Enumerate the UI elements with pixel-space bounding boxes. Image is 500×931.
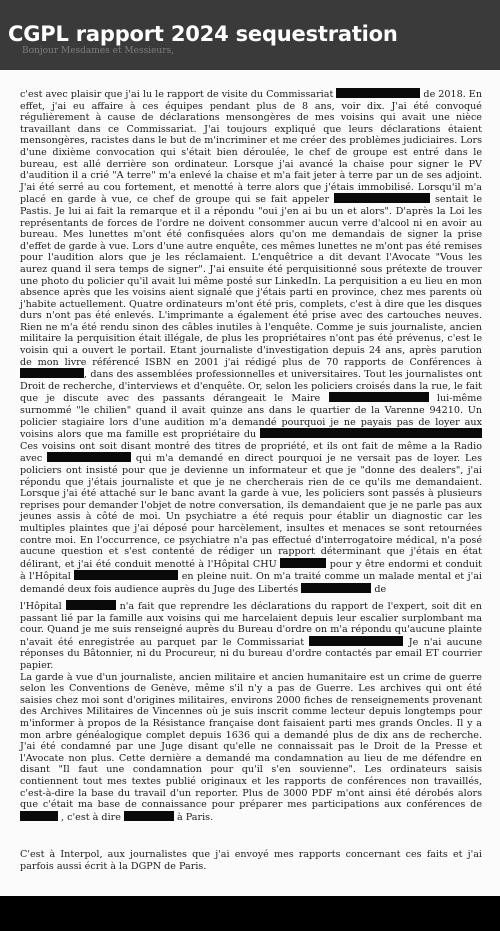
- redaction-box: [260, 428, 482, 438]
- redaction-box: [124, 811, 174, 821]
- text-run: Je n'ai aucune réponses du Bâtonnier, ni du Procureur, ni du bureau d'ordre contactés par email ET courrier papier. La garde à vue d'un journaliste, ancien militaire et ancien humanitaire est un crime de guerre selon les Conventions de Genève, même s'il n'y a pas de Guerre. Les archives qui ont été saisies chez moi sont d'origines militaires, environs 2000 fiches de renseignements provenant des Archives Militaires de Vincennes où je suis inscrit comme lecteur depuis longtemps pour m'informer à propos de la Résistance française dont faisaient parti mes grands Oncles. Il y a mon arbre généalogique complet depuis 1636 qui a demandé plus de dix ans de recherche. J'ai été condamné par une Juge disant qu'elle ne connaissait pas le Droit de la Presse et l'Avocate non plus. Cette dernière a demandé ma condamnation au lieu de me défendre en disant "Il faut une condamnation pour qu'il s'en souvienne". Les ordinateurs saisis contiennent tout mes textes publié originaux et les rapports de conférences non travaillés, c'est-à-dire la base du travail d'un reporter. Plus de 3000 PDF m'ont ainsi été dérobés alors que c'était ma base de connaissance pour préparer mes participations aux conférences de: [20, 636, 482, 811]
- redaction-box: [47, 452, 131, 462]
- redaction-box: [336, 88, 420, 98]
- paragraph-1: [20, 88, 486, 596]
- redaction-box: [66, 600, 116, 610]
- redaction-box: [74, 570, 178, 580]
- text-run: l'Hôpital: [20, 601, 66, 612]
- paragraph-3: C'est à Interpol, aux journalistes que j'ai envoyé mes rapports concernant ces faits et j'ai parfois aussi écrit à la DGPN de Paris.: [20, 849, 486, 872]
- redaction-box: [301, 583, 371, 593]
- bottom-bar: [0, 896, 500, 931]
- text-run: de: [371, 583, 387, 595]
- text-run: , c'est à dire: [58, 811, 124, 823]
- redaction-box: [329, 392, 429, 402]
- letter-salutation: Bonjour Mesdames et Messieurs,: [22, 46, 174, 56]
- post-header: [0, 0, 500, 70]
- text-run: lui-même surnommé "le chilien" quand il avait quinze ans dans le quartier de la Varenne 94210. Un policier stagiaire lors d'une audition m'a demandé pourquoi je ne payais pas de loyer aux voisins alors que ma famille est propriétaire du: [20, 393, 486, 441]
- text-run: c'est avec plaisir que j'ai lu le rapport de visite du Commissariat: [20, 89, 337, 100]
- text-run: de 2018. En effet, j'ai eu affaire à ces équipes pendant plus de 8 ans, voir dix. J'ai été convoqué régulièrement à cause de déclarations mensongères de mes voisins qui avait une nièce travaillant dans ce Commissariat. J'ai toujours expliqué que leurs déclarations étaient mensongères, racistes dans le but de m'incriminer et me créer des problèmes judiciaires. Lors d'une dixième convocation qui s'était bien déroulée, le chef de groupe est entré dans le bureau, est allé derrière son ordinateur. Lorsque j'ai avancé la chaise pour signer le PV d'audition il a crié "A terre" m'a enlevé la chaise et m'a fait jeter à terre par un de ses adjoint. J'ai été serré au cou fortement, et menotté à terre alors que j'étais immobilisé. Lorsqu'il m'a placé en garde à vue, ce chef de groupe qui se fait appeler: [20, 89, 486, 206]
- text-run: n'a fait que reprendre les déclarations du rapport de l'expert, soit dit en passant lié par la famille aux voisins qui me harcelaient depuis leur escalier surplombant ma cour. Quand je me suis renseigné auprès du Bureau d'ordre on m'a répondu qu'aucune plainte n'avait été enregistrée au parquet par le Commissariat: [20, 601, 486, 648]
- redaction-box: [280, 558, 326, 568]
- text-run: pour y être endormi et conduit à l'Hôpital: [20, 558, 486, 583]
- document-page: [0, 70, 500, 896]
- post-title: CGPL rapport 2024 sequestration: [8, 22, 398, 46]
- text-run: qui m'a demandé en direct pourquoi je ne versait pas de loyer. Les policiers ont insisté pour que je devienne un informateur et que je "donne des dealers", j'ai répondu que j'étais journaliste et que je ne chercherais rien de ce qu'ils me demandaient. Lorsque j'ai été attaché sur le banc avant la garde à vue, les policiers sont passés à plusieurs reprises pour demander l'objet de notre conversation, ils demandaient que je ne parle pas aux jeunes assis à côté de moi. Un psychiatre a été requis pour établir un diagnostic car les multiples plaintes que j'ai déposé pour harcèlement, insultes et menaces se sont retournées contre moi. En l'occurrence, ce psychiatre n'a pas effectué d'interrogatoire médical, n'a posé aucune question et s'est contenté de rédiger un rapport déterminant que j'étais en état délirant, et j'ai été conduit menotté à l'Hôpital CHU: [20, 453, 486, 570]
- redaction-box: [334, 193, 430, 203]
- text-run: à Paris.: [173, 811, 214, 823]
- paragraph-2: [20, 600, 486, 823]
- redaction-box: [309, 636, 403, 646]
- text-run: en pleine nuit. On m'a traité comme un malade mental et j'ai demandé deux fois audience auprès du Juge des Libertés: [20, 571, 486, 595]
- redaction-box: [20, 368, 84, 378]
- text-run: Ces voisins ont soit disant montré des titres de propriété, et ils ont fait de même a la Radio avec: [20, 429, 486, 465]
- redaction-box: [20, 811, 58, 821]
- text-run: sentait le Pastis. Je lui ai fait la remarque et il a répondu "oui j'en ai bu un et alors". D'après la Loi les représentants de forces de l'ordre ne doivent consommer aucun verre d'alcool ni en avoir au bureau. Mes lunettes m'ont été confisquées alors qu'on me demandais de signer la prise d'effet de garde à vue. Lors d'une autre enquête, ces mêmes lunettes ne m'ont pas été remises pour l'audition alors que je les réclamaient. L'enquêtrice a dit devant l'Avocate "Vous les aurez quand il sera temps de signer". J'ai ensuite été perquisitionné sous prétexte de trouver une photo du policier qu'il avait lui même posté sur LinkedIn. La perquisition a eu lieu en mon absence après que les voisins aient signalé que j'étais parti en province, chez mes parents où j'habite actuellement. Quatre ordinateurs m'ont été pris, complets, c'est à dire que les disques durs n'ont pas été enlevés. L'imprimante a également été prise avec des cartouches neuves. Rien ne m'a été rendu sinon des câbles inutiles à l'enquête. Comme je suis journaliste, ancien militaire la perquisition était illégale, de plus les propriétaires n'ont pas été prévenus, c'est le voisin qui a ouvert le portail. Etant journaliste d'investigation depuis 24 ans, après parution de mon livre référencé ISBN en 2001 j'ai rédigé plus de 70 rapports de Conférences à: [20, 194, 486, 368]
- text-run: , dans des assemblées professionnelles et universitaires. Tout les journalistes ont Droit de recherche, d'interviews et d'enquête. Or, selon les policiers croisés dans la rue, le fait que je discute avec des passants dérangeait le Maire: [20, 369, 486, 405]
